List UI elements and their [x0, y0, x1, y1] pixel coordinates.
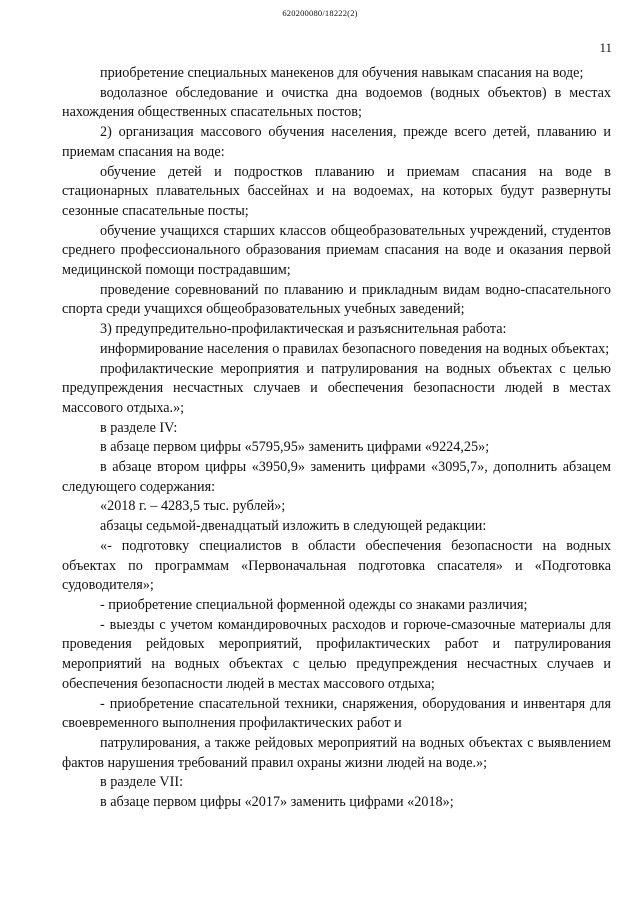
document-number: 620200080/18222(2) — [282, 8, 358, 18]
paragraph: 2) организация массового обучения населения, прежде всего детей, плаванию и приемам спасания на воде: — [62, 124, 611, 160]
document-body — [62, 64, 611, 813]
paragraph: в абзаце первом цифры «2017» заменить цифрами «2018»; — [100, 794, 454, 811]
paragraph: профилактические мероприятия и патрулирования на водных объектах с целью предупреждения несчастных случаев и обеспечения безопасности людей в местах массового отдыха.»; — [62, 360, 611, 416]
paragraph: информирование населения о правилах безопасного поведения на водных объектах; — [100, 340, 610, 357]
paragraph: обучение детей и подростков плаванию и приемам спасания на воде в стационарных плавательных бассейнах и на водоемах, на которых будут развернуты сезонные спасательные посты; — [62, 163, 611, 219]
paragraph: проведение соревнований по плаванию и прикладным видам водно-спасательного спорта среди учащихся общеобразовательных учебных заведений; — [62, 281, 611, 318]
paragraph: в абзаце первом цифры «5795,95» заменить цифрами «9224,25»; — [100, 439, 490, 456]
paragraph: - выезды с учетом командировочных расходов и горюче-смазочные материалы для проведения рейдовых мероприятий, профилактических работ и патрулирования мероприятий на водных объектах с целью предупреждения несчастных случаев и обеспечения безопасности людей в местах массового отдыха; — [62, 616, 611, 692]
page-number: 11 — [599, 40, 612, 55]
paragraph: водолазное обследование и очистка дна водоемов (водных объектов) в местах нахождения общественных спасательных постов; — [62, 84, 611, 121]
paragraph: в разделе VII: — [100, 774, 184, 791]
paragraph: абзацы седьмой-двенадцатый изложить в следующей редакции: — [100, 518, 487, 535]
paragraph: - приобретение специальной форменной одежды со знаками различия; — [100, 596, 528, 613]
paragraph: «- подготовку специалистов в области обеспечения безопасности на водных объектах по программам «Первоначальная подготовка спасателя» и «Подготовка судоводителя»; — [62, 537, 611, 594]
paragraph: патрулирования, а также рейдовых мероприятий на водных объектах с выявлением фактов нарушения требований правил охраны жизни людей на воде.»; — [62, 734, 611, 771]
paragraph: приобретение специальных манекенов для обучения навыкам спасания на воде; — [100, 65, 584, 81]
paragraph: обучение учащихся старших классов общеобразовательных учреждений, студентов среднего профессионального образования приемам спасания на воде и оказания первой медицинской помощи пострадавшим; — [62, 222, 611, 279]
paragraph: - приобретение спасательной техники, снаряжения, оборудования и инвентаря для своевременного выполнения профилактических работ и — [62, 695, 611, 732]
paragraph: «2018 г. – 4283,5 тыс. рублей»; — [100, 498, 286, 515]
paragraph: 3) предупредительно-профилактическая и разъяснительная работа: — [100, 321, 507, 338]
paragraph: в абзаце втором цифры «3950,9» заменить цифрами «3095,7», дополнить абзацем следующего содержания: — [62, 459, 611, 495]
paragraph: в разделе IV: — [100, 419, 178, 436]
